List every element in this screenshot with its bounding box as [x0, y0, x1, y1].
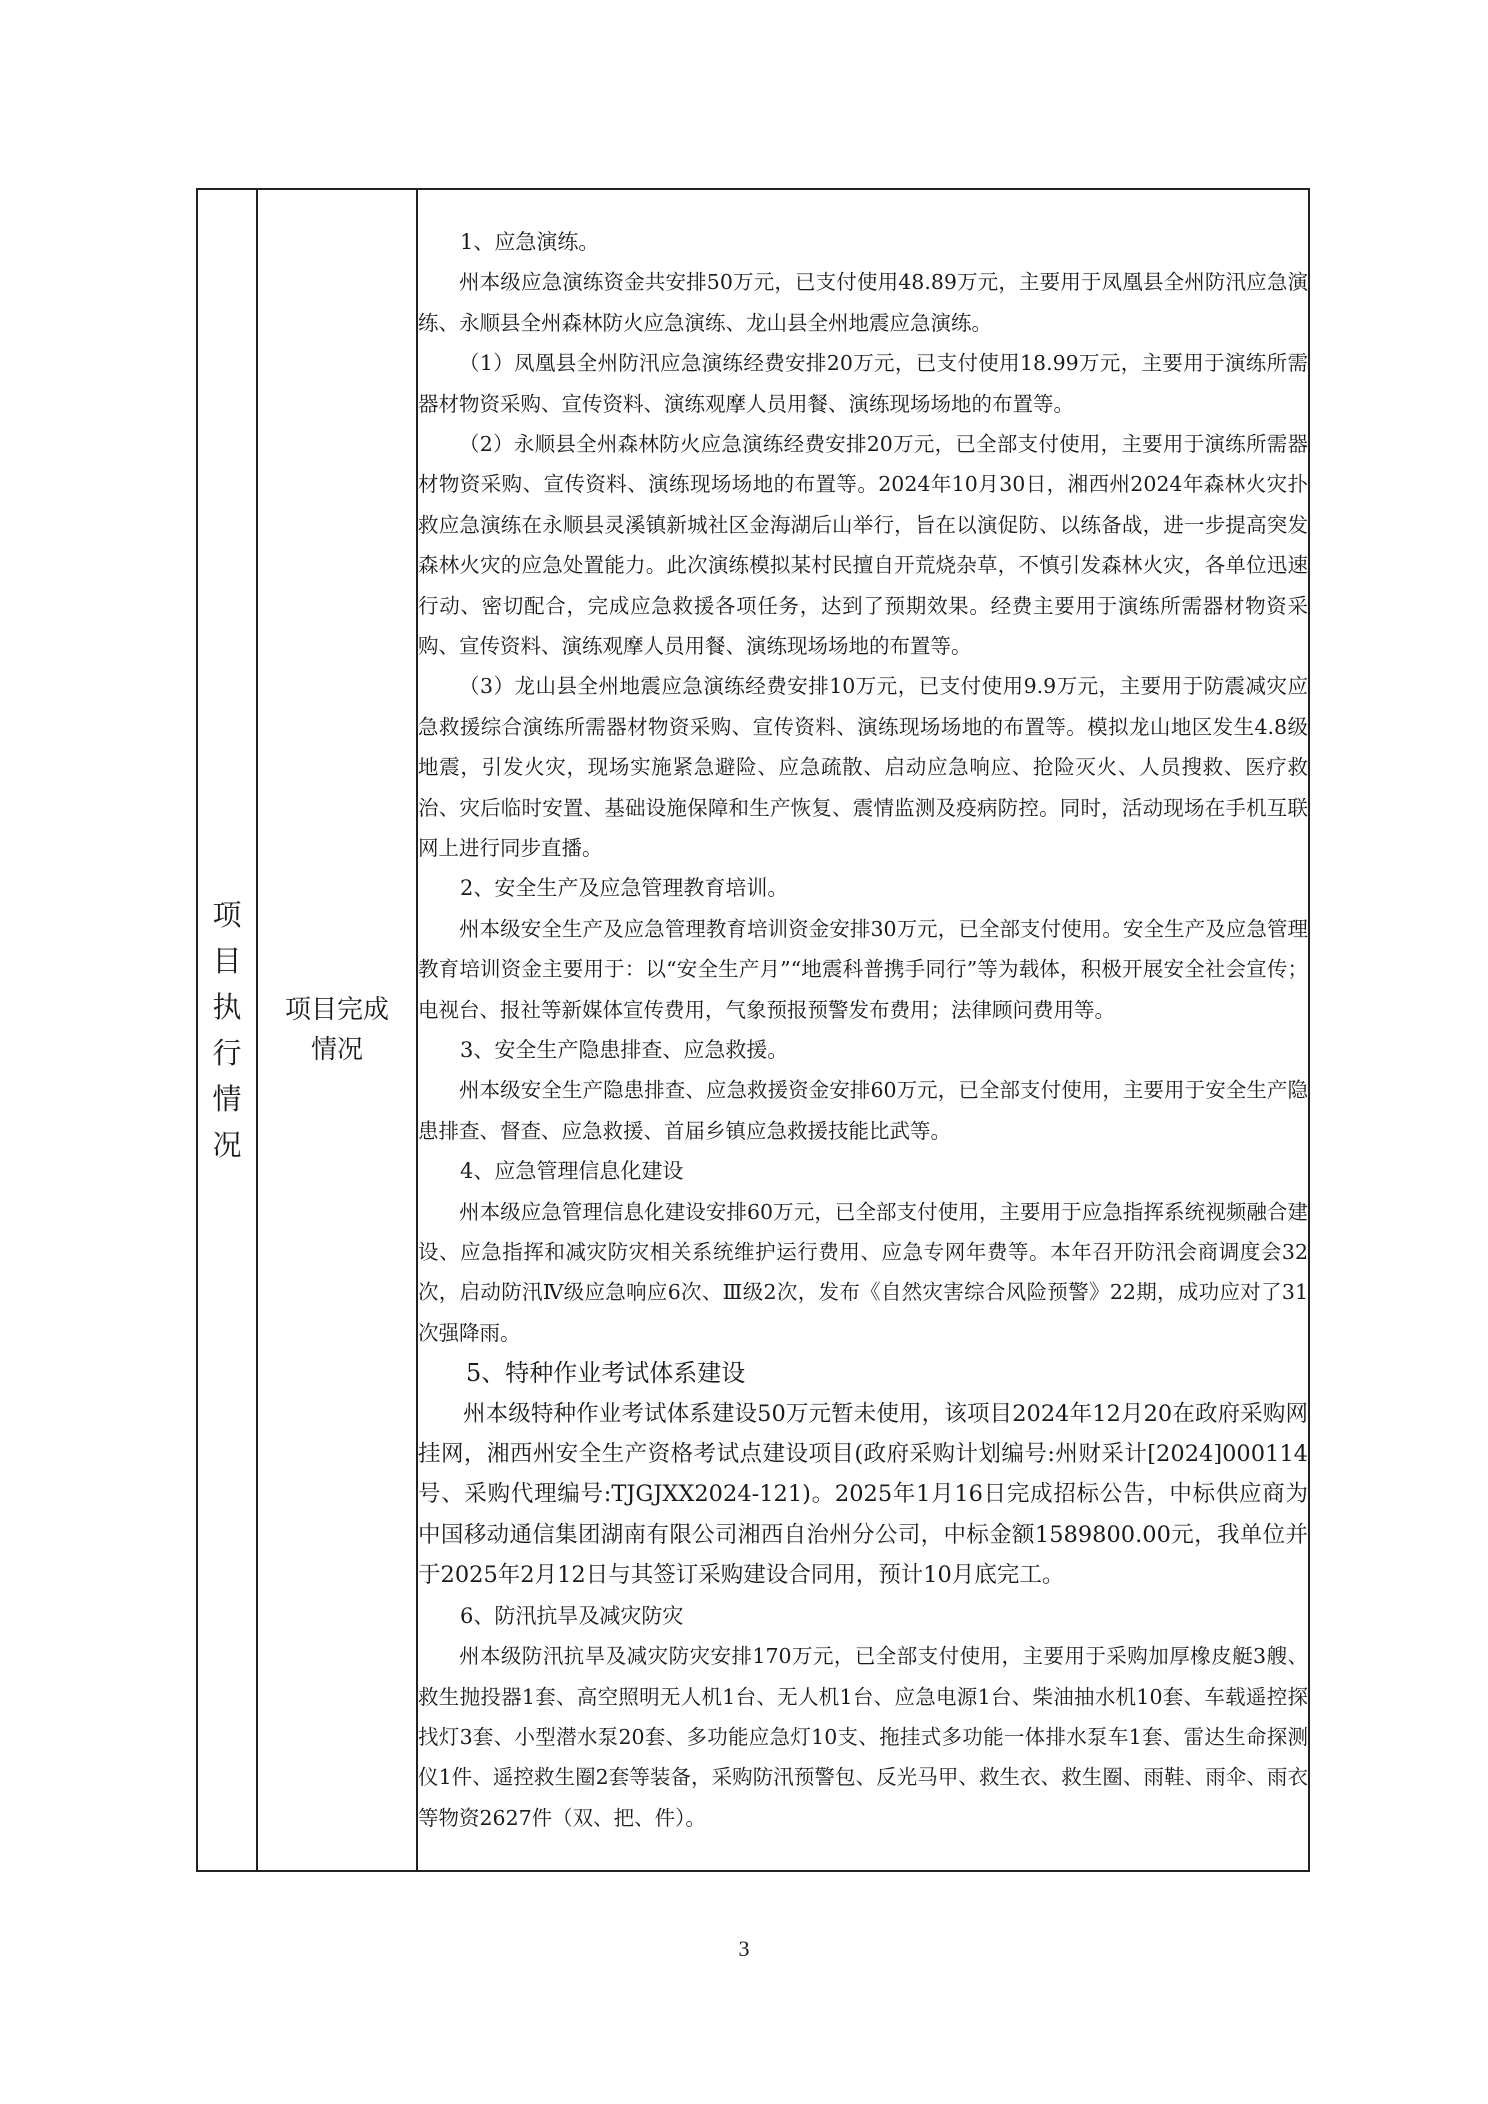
section-heading: 3、安全生产隐患排查、应急救援。	[460, 1038, 789, 1062]
section-heading: 4、应急管理信息化建设	[460, 1159, 684, 1184]
paragraph: 州本级应急演练资金共安排50万元，已支付使用48.89万元，主要用于凤凰县全州防汛应急演练、永顺县全州森林防火应急演练、龙山县全州地震应急演练。	[418, 270, 1308, 335]
section-heading: 6、防汛抗旱及减灾防灾	[460, 1603, 684, 1628]
paragraph: 州本级防汛抗旱及减灾防灾安排170万元，已全部支付使用，主要用于采购加厚橡皮艇3艘、救生抛投器1套、高空照明无人机1台、无人机1台、应急电源1台、柴油抽水机10套、车载遥控探找灯3套、小型潜水泵20套、多功能应急灯10支、拖挂式多功能一体排水泵车1套、雷达生命探测仪1件、遥控救生圈2套等装备，采购防汛预警包、反光马甲、救生衣、救生圈、雨鞋、雨伞、雨衣等物资2627件（双、把、件）。	[418, 1644, 1308, 1830]
paragraph: 州本级特种作业考试体系建设50万元暂未使用，该项目2024年12月20在政府采购网挂网，湘西州安全生产资格考试点建设项目(政府采购计划编号:州财采计[2024]000114号、采购代理编号:TJGJXX2024-121)。2025年1月16日完成招标公告，中标供应商为中国移动通信集团湖南有限公司湘西自治州分公司，中标金额1589800.00元，我单位并于2025年2月12日与其签订采购建设合同用，预计10月底完工。	[418, 1400, 1308, 1589]
paragraph: 州本级安全生产隐患排查、应急救援资金安排60万元，已全部支付使用，主要用于安全生产隐患排查、督查、应急救援、首届乡镇应急救援技能比武等。	[418, 1078, 1308, 1143]
paragraph: 州本级应急管理信息化建设安排60万元，已全部支付使用，主要用于应急指挥系统视频融合建设、应急指挥和减灾防灾相关系统维护运行费用、应急专网年费等。本年召开防汛会商调度会32次，启动防汛Ⅳ级应急响应6次、Ⅲ级2次，发布《自然灾害综合风险预警》22期，成功应对了31次强降雨。	[418, 1199, 1308, 1345]
content-cell	[417, 189, 1309, 1871]
sub-label-line1: 项目完成	[284, 995, 389, 1025]
section-heading: 2、安全生产及应急管理教育培训。	[460, 876, 789, 901]
paragraph: （2）永顺县全州森林防火应急演练经费安排20万元，已全部支付使用，主要用于演练所需器材物资采购、宣传资料、演练现场场地的布置等。2024年10月30日，湘西州2024年森林火灾扑救应急演练在永顺县灵溪镇新城社区金海湖后山举行，旨在以演促防、以练备战，进一步提高突发森林火灾的应急处置能力。此次演练模拟某村民擅自开荒烧杂草，不慎引发森林火灾，各单位迅速行动、密切配合，完成应急救援各项任务，达到了预期效果。经费主要用于演练所需器材物资采购、宣传资料、演练观摩人员用餐、演练现场场地的布置等。	[418, 431, 1308, 658]
section-heading: 5、特种作业考试体系建设	[466, 1359, 746, 1388]
sub-label-line2: 情况	[310, 1035, 363, 1065]
paragraph: （3）龙山县全州地震应急演练经费安排10万元，已支付使用9.9万元，主要用于防震减灾应急救援综合演练所需器材物资采购、宣传资料、演练现场场地的布置等。模拟龙山地区发生4.8级地震，引发火灾，现场实施紧急避险、应急疏散、启动应急响应、抢险灭火、人员搜救、医疗救治、灾后临时安置、基础设施保障和生产恢复、震情监测及疫病防控。同时，活动现场在手机互联网上进行同步直播。	[418, 674, 1308, 860]
table-row	[197, 189, 1309, 1871]
row-label-cell	[197, 189, 257, 1871]
paragraph: 州本级安全生产及应急管理教育培训资金安排30万元，已全部支付使用。安全生产及应急管理教育培训资金主要用于：以“安全生产月”“地震科普携手同行”等为载体，积极开展安全社会宣传；电视台、报社等新媒体宣传费用，气象预报预警发布费用；法律顾问费用等。	[418, 916, 1308, 1022]
sub-label-cell	[257, 189, 417, 1871]
paragraph: （1）凤凰县全州防汛应急演练经费安排20万元，已支付使用18.99万元，主要用于演练所需器材物资采购、宣传资料、演练观摩人员用餐、演练现场场地的布置等。	[418, 351, 1308, 416]
section-heading: 1、应急演练。	[460, 229, 600, 254]
row-label: 项目执行情况	[212, 898, 242, 1162]
page-number: 3	[738, 1936, 750, 1961]
execution-table	[196, 188, 1310, 1872]
